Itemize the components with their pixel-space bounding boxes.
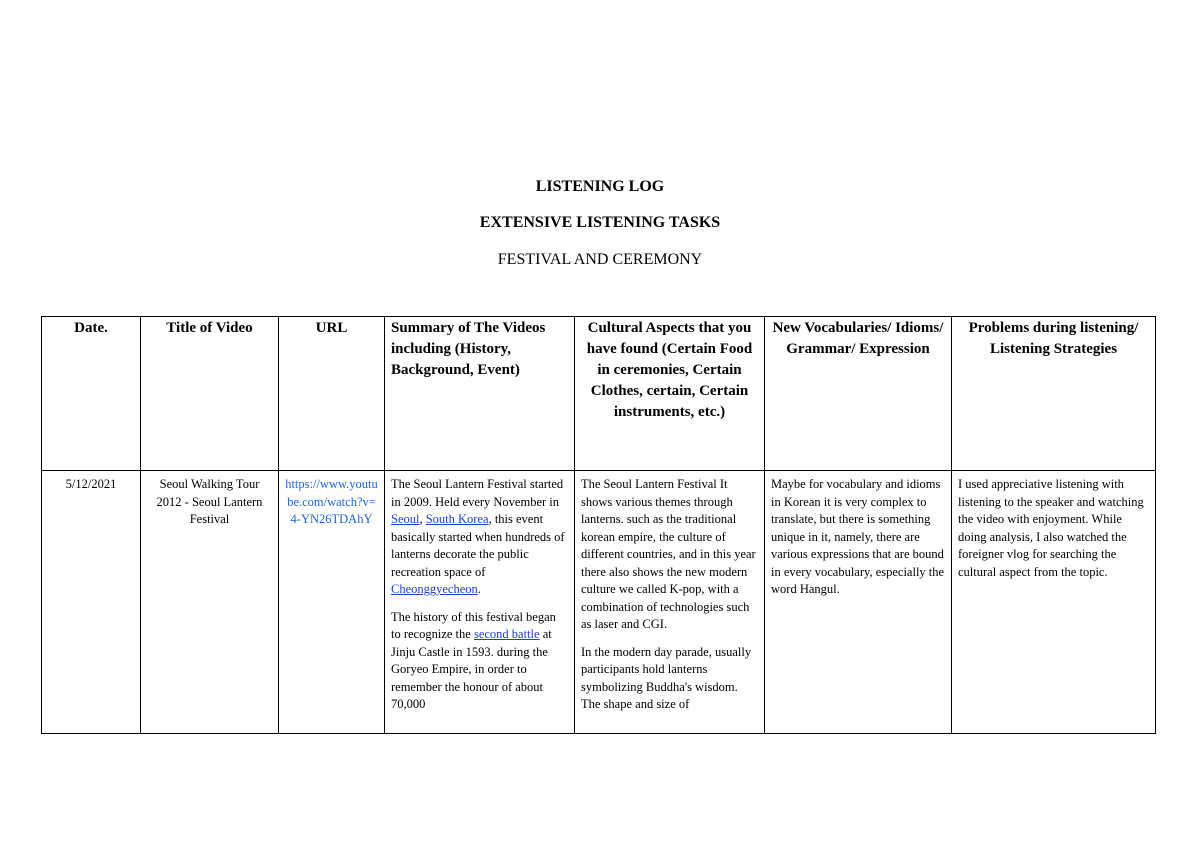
second-battle-link[interactable]: second battle xyxy=(473,627,540,641)
summary-text: The Seoul Lantern Festival started in 2009. Held every November in xyxy=(391,477,564,509)
summary-text: , this event basically started when hundreds of lanterns decorate the public recreation space of xyxy=(391,512,565,579)
cultural-paragraph: The Seoul Lantern Festival It shows various themes through lanterns. such as the traditional korean empire, the culture of different countries, and in this year there also shows the new modern culture we called K-pop, with a combination of technologies such as laser and CGI. xyxy=(581,477,756,631)
date-text: 5/12/2021 xyxy=(65,477,117,491)
cell-title xyxy=(141,471,279,734)
table-header-row xyxy=(42,317,1156,471)
header-date: Date. xyxy=(42,317,141,471)
table-row xyxy=(42,471,1156,734)
cell-vocabulary xyxy=(765,471,952,734)
problems-text: I used appreciative listening with listening to the speaker and watching the video with enjoyment. While doing analysis, I also watched the foreigner vlog for searching the cultural aspect from the topic. xyxy=(958,477,1144,579)
header-summary: Summary of The Videos including (History, Background, Event) xyxy=(385,317,575,471)
summary-text: . xyxy=(477,582,481,596)
cell-date xyxy=(42,471,141,734)
cultural-paragraph: In the modern day parade, usually participants hold lanterns symbolizing Buddha's wisdom. The shape and size of xyxy=(581,644,752,711)
header-new-vocabularies: New Vocabularies/ Idioms/ Grammar/ Expression xyxy=(765,317,952,471)
vocabulary-text: Maybe for vocabulary and idioms in Korean it is very complex to translate, but there is something unique in it, namely, there are various expressions that are bound in every vocabulary, especially the word Hangul. xyxy=(771,477,945,596)
summary-paragraph xyxy=(391,476,568,599)
summary-text: at Jinju Castle in 1593. during the Goryeo Empire, in order to remember the honour of about 70,000 xyxy=(391,627,552,711)
summary-text: The history of this festival began to recognize the xyxy=(391,609,556,641)
seoul-link[interactable]: Seoul xyxy=(391,512,420,526)
header-title-of-video: Title of Video xyxy=(141,317,279,471)
cell-url xyxy=(279,471,385,734)
cell-summary xyxy=(385,471,575,734)
header-cultural-aspects: Cultural Aspects that you have found (Certain Food in ceremonies, Certain Clothes, certain, Certain instruments, etc.) xyxy=(575,317,765,471)
listening-log-table xyxy=(41,316,1156,734)
document-subtitle: EXTENSIVE LISTENING TASKS xyxy=(479,214,721,231)
cell-cultural-aspects xyxy=(575,471,765,734)
header-url: URL xyxy=(279,317,385,471)
video-url-link[interactable]: https://www.youtube.com/watch?v=4-YN26TDAhY xyxy=(285,477,378,526)
video-title-text: Seoul Walking Tour 2012 - Seoul Lantern Festival xyxy=(156,477,263,526)
cheonggyecheon-link[interactable]: Cheonggyecheon xyxy=(391,582,478,596)
summary-paragraph xyxy=(391,609,568,714)
document-topic: FESTIVAL AND CEREMONY xyxy=(497,251,703,268)
header-problems: Problems during listening/ Listening Strategies xyxy=(952,317,1156,471)
south-korea-link[interactable]: South Korea xyxy=(425,512,489,526)
document-title: LISTENING LOG xyxy=(535,178,665,195)
cell-problems xyxy=(952,471,1156,734)
summary-text: , xyxy=(419,512,426,526)
